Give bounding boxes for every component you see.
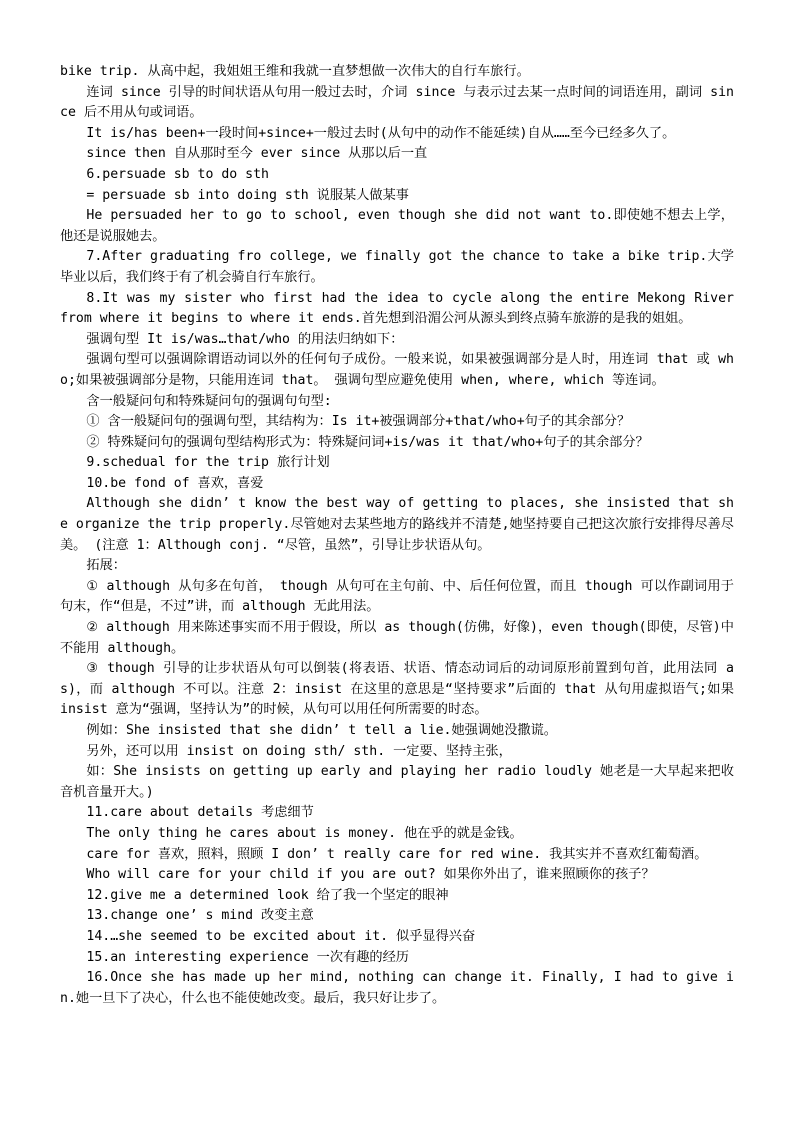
text-line: Who will care for your child if you are out? 如果你外出了，谁来照顾你的孩子？ [86,867,655,883]
text-line: 强调句型可以强调除谓语动词以外的任何句子成份。一般来说，如果被强调部分是人时，用连词 that 或 who;如果被强调部分是物，只能用连词 that。 强调句型应避免使用 when, where, which 等连词。 [60,352,734,388]
text-line: He persuaded her to go to school, even though she did not want to.即使她不想去上学，他还是说服她去。 [60,208,734,244]
text-line: 另外，还可以用 insist on doing sth/ sth. 一定要、坚持主张， [86,743,512,759]
text-line: 15.an interesting experience 一次有趣的经历 [86,949,409,965]
text-line: ② although 用来陈述事实而不用于假设，所以 as though(仿佛，好像)，even though(即使，尽管)中不能用 although。 [60,620,734,656]
text-line: ③ though 引导的让步状语从句可以倒装(将表语、状语、情态动词后的动词原形前置到句首，此用法同 as)，而 although 不可以。注意 2：insist 在这里的意思是“坚持要求”后面的 that 从句用虚拟语气;如果 insist 意为“强调，坚持认为”的时候，从句可以用任何所需要的时态。 [60,661,734,718]
text-line: since then 自从那时至今 ever since 从那以后一直 [86,146,428,162]
text-line: 连词 since 引导的时间状语从句用一般过去时，介词 since 与表示过去某一点时间的词语连用，副词 since 后不用从句或词语。 [60,84,734,121]
text-line: 含一般疑问句和特殊疑问句的强调句句型: [86,393,332,409]
text-line: 例如：She insisted that she didn’ t tell a lie.她强调她没撒谎。 [86,723,557,738]
text-line: 8.It was my sister who first had the idea to cycle along the entire Mekong River from where it begins to where it ends.首先想到沿湄公河从源头到终点骑车旅游的是我的姐姐。 [60,290,734,327]
text-line: care for 喜欢，照料，照顾 I don’ t really care for red wine. 我其实并不喜欢红葡萄酒。 [86,846,708,862]
text-line: 13.change one’ s mind 改变主意 [86,908,314,924]
text-line: 如：She insists on getting up early and playing her radio loudly 她老是一大早起来把收音机音量开大。) [60,764,734,800]
text-line: 9.schedual for the trip 旅行计划 [86,455,330,471]
text-line: ② 特殊疑问句的强调句型结构形式为：特殊疑问词+is/was it that/who+句子的其余部分？ [86,434,649,450]
text-line: It is/has been+一段时间+since+一般过去时(从句中的动作不能延续)自从……至今已经多久了。 [86,125,676,141]
text-line: ① although 从句多在句首， though 从句可在主句前、中、后任何位置，而且 though 可以作副词用于句末，作“但是，不过”讲，而 although 无此用法。 [60,578,734,615]
text-line: 7.After graduating fro college, we finally got the chance to take a bike trip.大学毕业以后，我们终于有了机会骑自行车旅行。 [60,249,734,285]
text-line: = persuade sb into doing sth 说服某人做某事 [86,187,409,203]
text-line: 拓展： [86,558,126,574]
text-line: 11.care about details 考虑细节 [86,805,314,821]
text-line: 12.give me a determined look 给了我一个坚定的眼神 [86,887,449,903]
text-line: 10.be fond of 喜欢，喜爱 [86,475,264,491]
text-line: 16.Once she has made up her mind, nothing can change it. Finally, I had to give in.她一旦下了决心，什么也不能使她改变。最后，我只好让步了。 [60,970,734,1006]
text-line: 14.…she seemed to be excited about it. 似乎显得兴奋 [86,928,476,944]
text-line: 强调句型 It is/was…that/who 的用法归纳如下： [86,331,404,347]
text-line: ① 含一般疑问句的强调句型，其结构为：Is it+被强调部分+that/who+句子的其余部分？ [86,414,631,430]
text-line: bike trip. 从高中起，我姐姐王维和我就一直梦想做一次伟大的自行车旅行。 [60,64,530,79]
text-line: Although she didn’ t know the best way of getting to places, she insisted that she organize the trip properly.尽管她对去某些地方的路线并不清楚,她坚持要自己把这次旅行安排得尽善尽美。 (注意 1：Although conj. “尽管，虽然”，引导让步状语从句。 [60,496,734,553]
document-page [60,62,734,1009]
text-line: The only thing he cares about is money. 他在乎的就是金钱。 [86,825,523,841]
text-line: 6.persuade sb to do sth [86,166,270,182]
